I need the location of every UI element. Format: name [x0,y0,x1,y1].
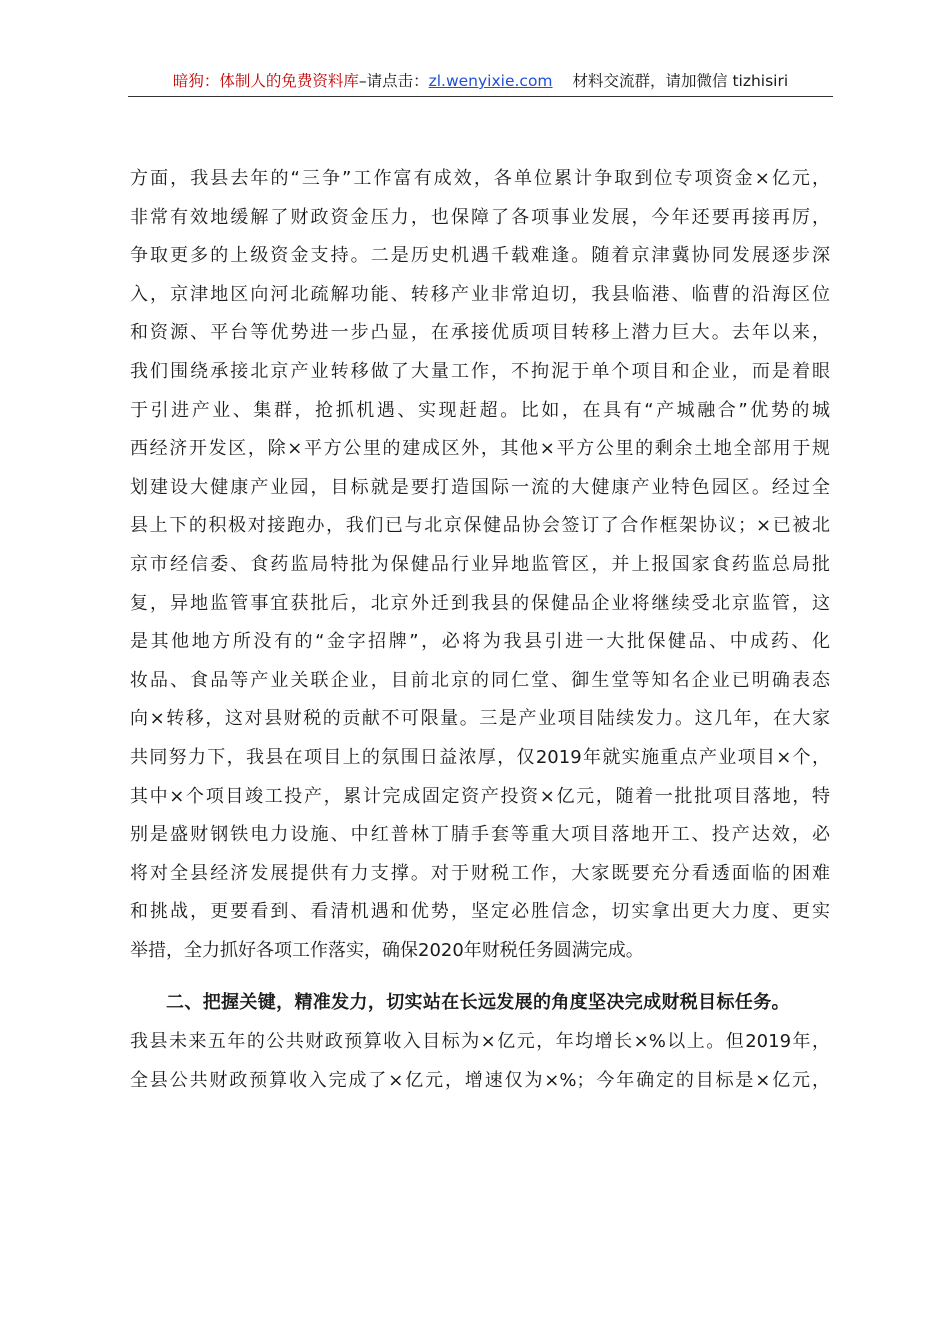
text-line: 西经济开发区，除×平方公里的建成区外，其他×平方公里的剩余土地全部用于规 [130,438,830,460]
text-line: 县上下的积极对接跑办，我们已与北京保健品协会签订了合作框架协议；×已被北 [130,515,830,537]
section-heading-2 [130,984,830,1023]
text-line: 方面，我县去年的“三争”工作富有成效，各单位累计争取到位专项资金×亿元， [130,168,830,189]
text-line: 入，京津地区向河北疏解功能、转移产业非常迫切，我县临港、临曹的沿海区位 [130,283,830,305]
text-line: 和挑战，更要看到、看清机遇和优势，坚定必胜信念，切实拿出更大力度、更实 [130,901,830,923]
text-line: 共同努力下，我县在项目上的氛围日益浓厚，仅2019年就实施重点产业项目×个， [130,746,830,768]
text-line: 和资源、平台等优势进一步凸显，在承接优质项目转移上潜力巨大。去年以来， [130,322,830,344]
header-link[interactable]: zl.wenyixie.com [428,72,553,90]
section-heading-2-text: 二、把握关键，精准发力，切实站在长远发展的角度坚决完成财税目标任务。 [166,992,790,1014]
header-contact: 材料交流群，请加微信 tizhisiri [572,72,789,90]
text-line: 非常有效地缓解了财政资金压力，也保障了各项事业发展，今年还要再接再厉， [130,206,830,228]
text-line: 别是盛财钢铁电力设施、中红普林丁腈手套等重大项目落地开工、投产达效，必 [130,824,830,846]
text-line: 我们围绕承接北京产业转移做了大量工作，不拘泥于单个项目和企业，而是着眼 [130,360,830,382]
text-line: 划建设大健康产业园，目标就是要打造国际一流的大健康产业特色园区。经过全 [130,476,830,498]
text-line: 其中×个项目竣工投产，累计完成固定资产投资×亿元，随着一批批项目落地，特 [130,785,830,807]
header-click-prefix: –请点击： [358,72,429,90]
text-line: 争取更多的上级资金支持。二是历史机遇千载难逢。随着京津冀协同发展逐步深 [130,245,830,267]
text-line: 于引进产业、集群，抢抓机遇、实现赶超。比如，在具有“产城融合”优势的城 [130,399,830,421]
header-divider [128,96,833,97]
document-body [130,160,830,1100]
text-line: 将对全县经济发展提供有力支撑。对于财税工作，大家既要充分看透面临的困难 [130,862,830,884]
text-line: 我县未来五年的公共财政预算收入目标为×亿元，年均增长×%以上。但2019年， [130,1031,830,1053]
text-line: 全县公共财政预算收入完成了×亿元，增速仅为×%；今年确定的目标是×亿元， [130,1069,830,1091]
text-line: 举措，全力抓好各项工作落实，确保2020年财税任务圆满完成。 [130,939,644,961]
paragraph-2 [130,1023,830,1100]
text-line: 妆品、食品等产业关联企业，目前北京的同仁堂、御生堂等知名企业已明确表态 [130,669,830,691]
text-line: 复，异地监管事宜获批后，北京外迁到我县的保健品企业将继续受北京监管，这 [130,592,830,614]
paragraph-1 [130,160,830,970]
page-header [128,68,833,94]
header-brand: 暗狗：体制人的免费资料库 [172,72,359,90]
text-line: 京市经信委、食药监局特批为保健品行业异地监管区，并上报国家食药监总局批 [130,553,830,575]
text-line: 是其他地方所没有的“金字招牌”，必将为我县引进一大批保健品、中成药、化 [130,631,830,653]
text-line: 向×转移，这对县财税的贡献不可限量。三是产业项目陆续发力。这几年，在大家 [130,708,830,730]
